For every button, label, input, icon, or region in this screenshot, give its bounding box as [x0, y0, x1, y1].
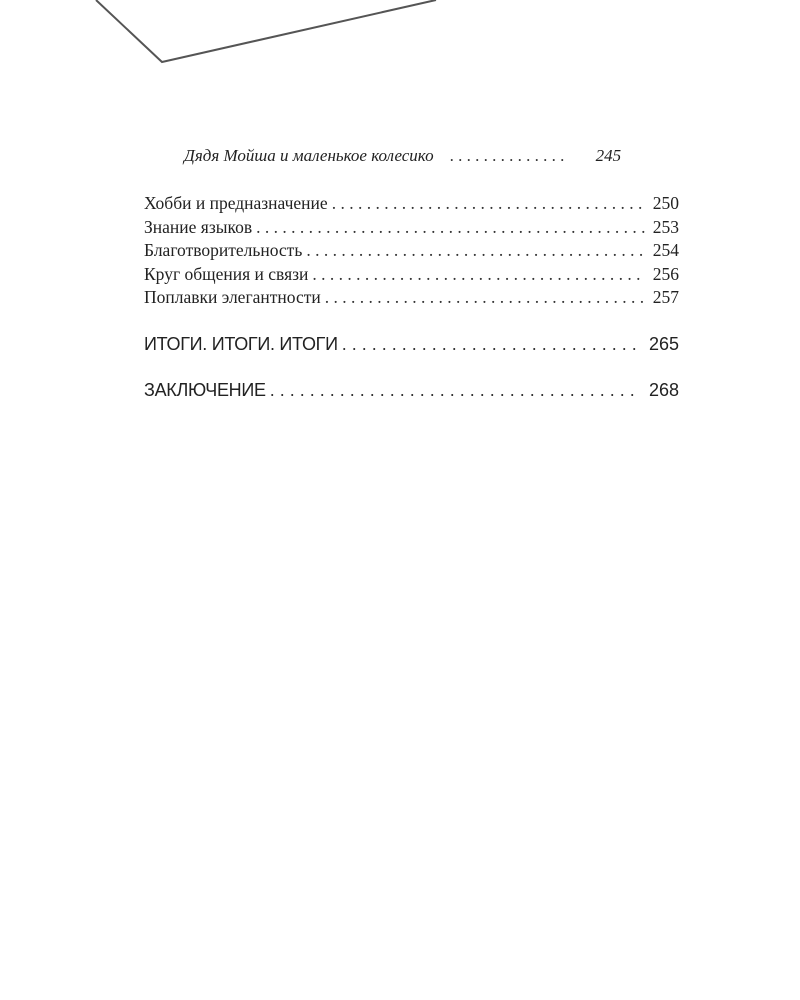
toc-entry-languages[interactable]	[144, 216, 679, 240]
toc-entry-title: ЗАКЛЮЧЕНИЕ	[144, 379, 266, 400]
toc-entry-connections[interactable]	[144, 263, 679, 287]
toc-entry-conclusion[interactable]	[144, 378, 679, 402]
toc-entry-results[interactable]	[144, 332, 679, 356]
subsection-group	[144, 192, 679, 310]
dot-leader	[312, 263, 644, 287]
toc-entry-charity[interactable]	[144, 239, 679, 263]
toc-entry-elegance[interactable]	[144, 286, 679, 310]
toc-entry-page: 245	[595, 146, 622, 165]
toc-entry-page: 254	[652, 240, 679, 260]
dot-leader	[438, 144, 568, 168]
dot-leader	[256, 216, 645, 240]
corner-decoration	[0, 0, 800, 80]
dot-leader	[306, 239, 644, 263]
dot-leader	[332, 192, 645, 216]
table-of-contents	[144, 144, 679, 402]
toc-entry-title: Дядя Мойша и маленькое колесико	[184, 146, 434, 165]
toc-entry-title: Круг общения и связи	[144, 263, 309, 284]
dot-leader	[270, 378, 641, 402]
toc-entry-page: 265	[648, 333, 679, 354]
toc-entry-page: 256	[652, 263, 679, 284]
toc-entry-page: 268	[648, 379, 679, 400]
toc-entry-page: 257	[652, 287, 679, 307]
toc-entry-title: Хобби и предназначение	[144, 193, 328, 213]
toc-entry-title: Благотворительность	[144, 240, 303, 260]
toc-entry-page: 250	[652, 193, 679, 213]
toc-entry-story[interactable]	[144, 144, 679, 168]
dot-leader	[325, 286, 645, 310]
toc-entry-hobby[interactable]	[144, 192, 679, 216]
toc-entry-title: ИТОГИ. ИТОГИ. ИТОГИ	[144, 333, 338, 354]
toc-entry-page: 253	[652, 216, 679, 237]
dot-leader	[342, 332, 641, 356]
toc-entry-title: Поплавки элегантности	[144, 287, 321, 307]
toc-entry-title: Знание языков	[144, 216, 253, 237]
decorative-line	[96, 0, 436, 62]
